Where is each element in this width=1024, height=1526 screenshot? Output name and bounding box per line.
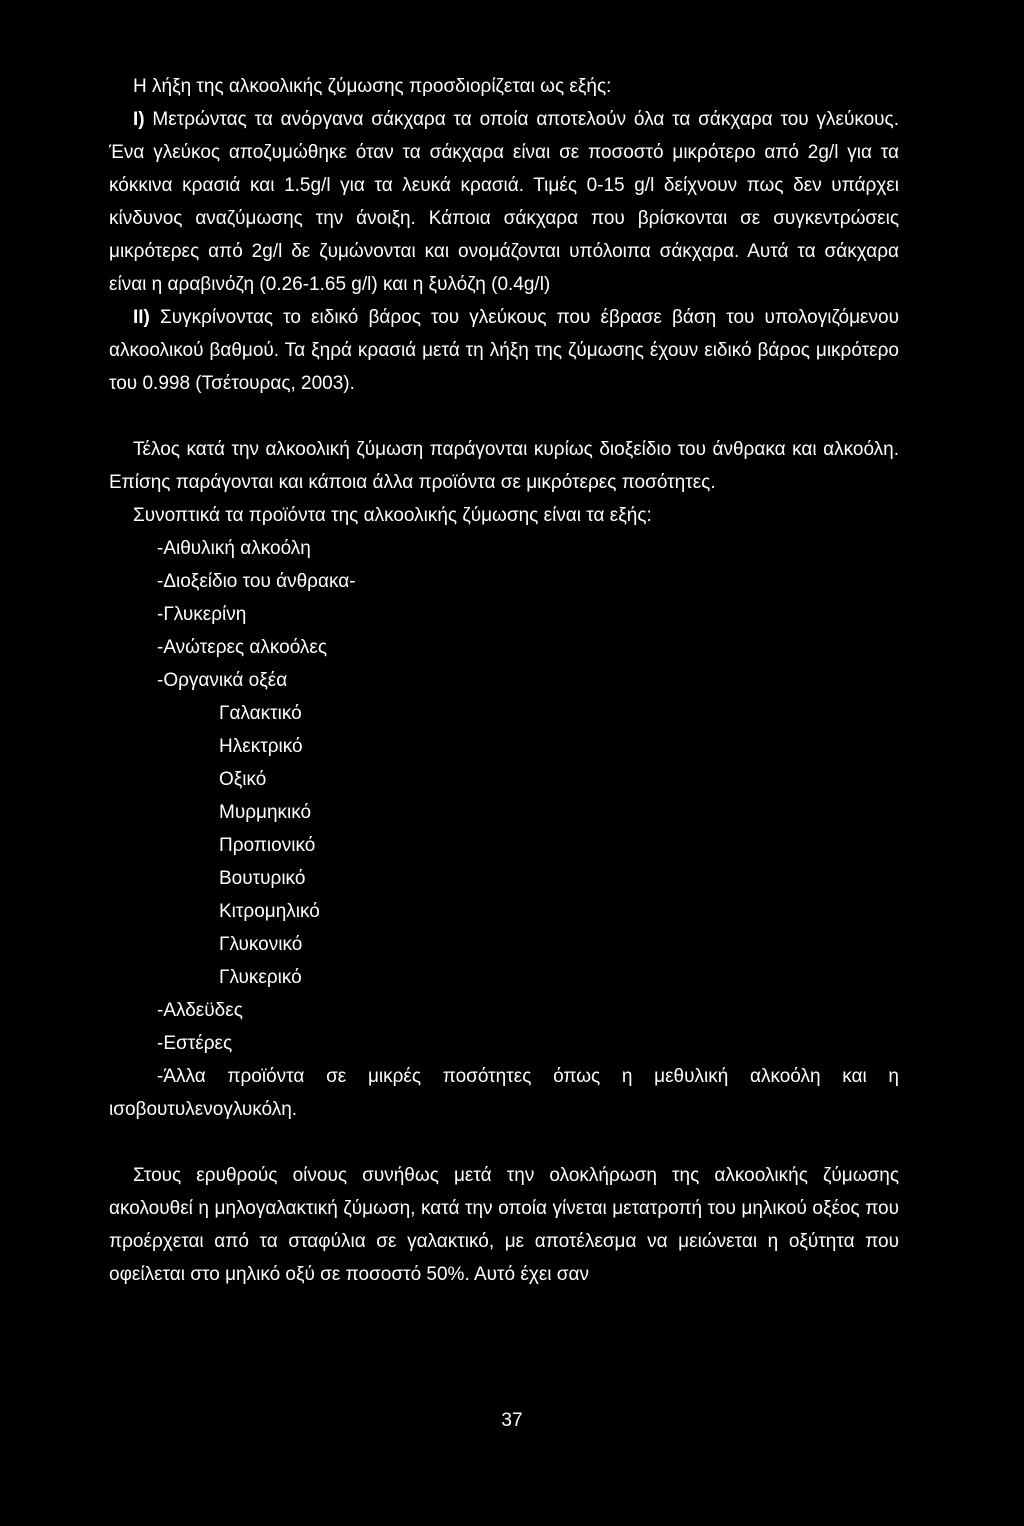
acid-item: Ηλεκτρικό	[219, 736, 303, 757]
fermentation-products-paragraph: Τέλος κατά την αλκοολική ζύμωση παράγονται κυρίως διοξείδιο του άνθρακα και αλκοόλη. Επίσης παράγονται και κάποια άλλα προϊόντα σε μικρότερες ποσότητες.	[109, 439, 899, 493]
criterion-2-label: ΙΙ)	[133, 307, 150, 328]
acid-item: Οξικό	[219, 769, 267, 790]
paragraph-gap	[109, 400, 899, 433]
product-item: -Αλδεϋδες	[157, 1000, 243, 1021]
acid-item: Γλυκερικό	[219, 967, 302, 988]
intro-line: Η λήξη της αλκοολικής ζύμωσης προσδιορίζεται ως εξής:	[133, 76, 612, 97]
acid-item: Βουτυρικό	[219, 868, 306, 889]
acid-item: Κιτρομηλικό	[219, 901, 320, 922]
malolactic-paragraph: Στους ερυθρούς οίνους συνήθως μετά την ολοκλήρωση της αλκοολικής ζύμωσης ακολουθεί η μηλογαλακτική ζύμωση, κατά την οποία γίνεται μετατροπή του μηλικού οξέος που προέρχεται από τα σταφύλια σε γαλακτικό, με αποτέλεσμα να μειώνεται η οξύτητα που οφείλεται στο μηλικό οξύ σε ποσοστό 50%. Αυτό έχει σαν	[109, 1165, 899, 1285]
criterion-1-text: Μετρώντας τα ανόργανα σάκχαρα τα οποία αποτελούν όλα τα σάκχαρα του γλεύκους. Ένα γλεύκος αποζυμώθηκε όταν τα σάκχαρα είναι σε ποσοστό μικρότερο από 2g/l για τα κόκκινα κρασιά και 1.5g/l για τα λευκά κρασιά. Τιμές 0-15 g/l δείχνουν πως δεν υπάρχει κίνδυνος αναζύμωσης την άνοιξη. Κάποια σάκχαρα που βρίσκονται σε συγκεντρώσεις μικρότερες από 2g/l δε ζυμώνονται και ονομάζονται υπόλοιπα σάκχαρα. Αυτά τα σάκχαρα είναι η αραβινόζη (0.26-1.65 g/l) και η ξυλόζη (0.4g/l)	[109, 109, 899, 295]
acid-item: Προπιονικό	[219, 835, 316, 856]
summary-intro: Συνοπτικά τα προϊόντα της αλκοολικής ζύμωσης είναι τα εξής:	[133, 505, 652, 526]
criterion-1-label: Ι)	[133, 109, 145, 130]
criterion-2	[109, 301, 899, 400]
acid-item: Γαλακτικό	[219, 703, 302, 724]
product-item: -Γλυκερίνη	[157, 604, 247, 625]
other-products-item: -Άλλα προϊόντα σε μικρές ποσότητες όπως η μεθυλική αλκοόλη και η ισοβουτυλενογλυκόλη.	[109, 1066, 899, 1120]
acid-item: Μυρμηκικό	[219, 802, 312, 823]
paragraph-gap	[109, 1126, 899, 1159]
page-number: 37	[501, 1410, 523, 1431]
acid-item: Γλυκονικό	[219, 934, 303, 955]
criterion-2-text: Συγκρίνοντας το ειδικό βάρος του γλεύκους που έβρασε βάση του υπολογιζόμενου αλκοολικού βαθμού. Τα ξηρά κρασιά μετά τη λήξη της ζύμωσης έχουν ειδικό βάρος μικρότερο του 0.998 (Τσέτουρας, 2003).	[109, 307, 899, 394]
product-item: -Ανώτερες αλκοόλες	[157, 637, 328, 658]
document-body	[109, 70, 899, 1291]
product-item: -Εστέρες	[157, 1033, 233, 1054]
criterion-1	[109, 103, 899, 301]
product-item: -Οργανικά οξέα	[157, 670, 288, 691]
product-item: -Αιθυλική αλκοόλη	[157, 538, 311, 559]
product-item: -Διοξείδιο του άνθρακα-	[157, 571, 356, 592]
